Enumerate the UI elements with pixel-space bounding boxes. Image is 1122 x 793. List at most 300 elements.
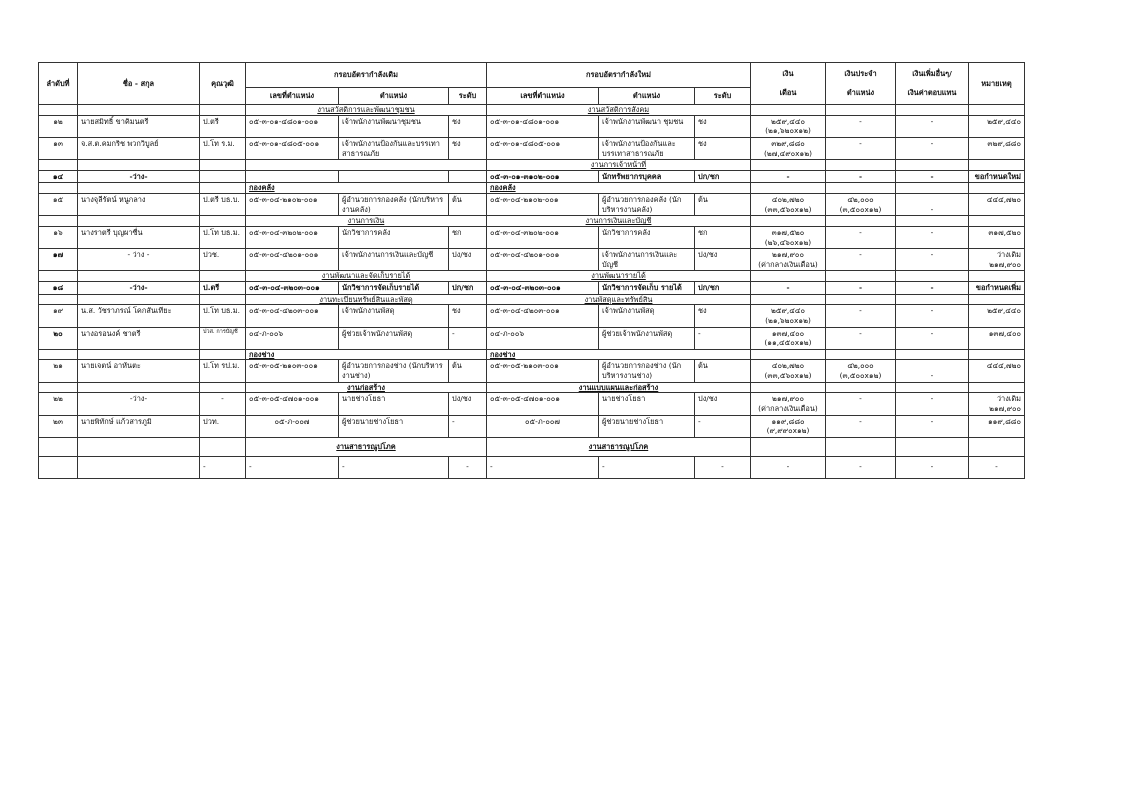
empty-cell	[896, 105, 969, 116]
allowance-amount: -	[859, 227, 862, 237]
header-old-position-no: เลขที่ตำแหน่ง	[246, 88, 339, 105]
table-row	[39, 249, 1025, 271]
row-new-position-no: ๐๕-๓-๐๔-๒๑๐๒-๐๐๑	[487, 194, 599, 216]
remark-text: ว่างเดิม	[996, 250, 1021, 260]
row-salary	[751, 115, 826, 137]
row-old-level	[449, 170, 487, 183]
row-name: นางจุลีรัตน์ หนูกลาง	[78, 194, 200, 216]
allowance-amount: -	[859, 306, 862, 316]
section-new-label: กองช่าง	[487, 349, 751, 360]
empty-cell	[78, 437, 200, 456]
row-new-position: เจ้าพนักงานพัฒนา ชุมชน	[599, 115, 695, 137]
empty-cell	[39, 294, 78, 305]
section-row	[39, 349, 1025, 360]
row-new-position: นักทรัพยากรบุคคล	[599, 170, 695, 183]
empty-cell	[969, 183, 1025, 194]
empty-cell	[78, 105, 200, 116]
empty-cell	[78, 216, 200, 227]
row-remark	[969, 170, 1025, 183]
row-name: -ว่าง-	[78, 282, 200, 295]
empty-cell	[826, 160, 896, 171]
salary-amount: -	[786, 283, 790, 292]
row-extra-pay: -	[896, 170, 969, 183]
empty-cell	[751, 216, 826, 227]
row-no: ๑๓	[39, 137, 78, 159]
header-new-structure: กรอบอัตรากำลังใหม่	[487, 63, 751, 88]
row-remark	[969, 415, 1025, 437]
row-qualification: ป.โท ร.ม.	[200, 137, 246, 159]
salary-breakdown: (๓๓,๕๖๐x๑๒)	[764, 371, 812, 380]
row-salary	[751, 170, 826, 183]
row-qualification: -	[200, 393, 246, 415]
row-salary	[751, 360, 826, 382]
row-new-level: -	[695, 327, 751, 349]
row-no: ๑๕	[39, 194, 78, 216]
row-new-position-no: ๐๔-ภ-๐๐๖	[487, 327, 599, 349]
row-new-position-no: ๐๕-๓-๐๑-๔๘๐๑-๐๐๑	[487, 115, 599, 137]
section-old-label: กองคลัง	[246, 183, 487, 194]
empty-cell	[826, 437, 896, 456]
table-row	[39, 327, 1025, 349]
row-remark	[969, 393, 1025, 415]
row-extra-pay: -	[896, 327, 969, 349]
row-old-position-no: ๐๕-๓-๐๕-๒๑๐๓-๐๐๑	[246, 360, 339, 382]
row-position-allowance	[826, 393, 896, 415]
salary-breakdown: (ค่ากลางเงินเดือน)	[758, 403, 818, 413]
row-qualification: ปวส. การบัญชี	[200, 327, 246, 349]
row-remark	[969, 305, 1025, 327]
row-new-position: เจ้าพนักงานการเงินและบัญชี	[599, 249, 695, 271]
salary-breakdown: (๑๑,๔๕๐x๑๒)	[764, 338, 812, 348]
row-old-level: -	[449, 415, 487, 437]
row-position-allowance	[826, 305, 896, 327]
empty-cell	[896, 437, 969, 456]
row-old-level: ปง/ชง	[449, 393, 487, 415]
empty-cell	[969, 294, 1025, 305]
empty-cell	[39, 183, 78, 194]
row-new-position: เจ้าพนักงานป้องกันและบรรเทาสาธารณภัย	[599, 137, 695, 159]
table-row	[39, 393, 1025, 415]
section-old-label: งานการเงิน	[246, 216, 487, 227]
row-salary	[751, 305, 826, 327]
section-row	[39, 160, 1025, 171]
row-new-position: ผู้อำนวยการกองช่าง (นักบริหารงานช่าง)	[599, 360, 695, 382]
row-name: นางราตรี บุญผาซื่น	[78, 226, 200, 248]
row-new-position-no: ๐๕-๓-๐๕-๒๑๐๓-๐๐๑	[487, 360, 599, 382]
row-salary	[751, 194, 826, 216]
section-row	[39, 183, 1025, 194]
empty-cell	[826, 294, 896, 305]
row-no: ๒๒	[39, 393, 78, 415]
row-old-position: ผู้ช่วยนายช่างโยธา	[339, 415, 449, 437]
salary-amount: ๒๑๗,๙๐๐	[772, 250, 804, 260]
row-new-position-no: ๐๕-๓-๐๑-๔๘๐๕-๐๐๑	[487, 137, 599, 159]
row-remark	[969, 360, 1025, 382]
row-salary	[751, 415, 826, 437]
row-extra-pay: -	[896, 305, 969, 327]
empty-cell	[896, 216, 969, 227]
row-old-position-no: ๐๕-๓-๐๔-๓๒๐๓-๐๐๑	[246, 282, 339, 295]
allowance-amount: -	[859, 416, 862, 426]
remark-text: ๔๔๔,๗๒๐	[986, 195, 1021, 204]
row-old-level: ปง/ชง	[449, 249, 487, 271]
row-name: นายพิทักษ์ แก้วสารภูมิ	[78, 415, 200, 437]
section-new-label: งานแบบแผนและก่อสร้าง	[487, 382, 751, 393]
row-position-allowance	[826, 327, 896, 349]
row-new-level: ปง/ชง	[695, 249, 751, 271]
row-old-position-no: ๐๔-ภ-๐๐๖	[246, 327, 339, 349]
empty-cell	[78, 271, 200, 282]
section-row	[39, 216, 1025, 227]
empty-cell	[826, 271, 896, 282]
row-new-position: นักวิชาการคลัง	[599, 226, 695, 248]
empty-cell	[200, 382, 246, 393]
row-position-allowance	[826, 115, 896, 137]
header-salary: เงิน เดือน	[751, 63, 826, 105]
row-remark	[969, 249, 1025, 271]
row-no: ๒๐	[39, 327, 78, 349]
row-no	[39, 456, 78, 478]
row-no: ๒๑	[39, 360, 78, 382]
section-new-label: กองคลัง	[487, 183, 751, 194]
empty-cell	[200, 349, 246, 360]
remark-text: ขอกำหนดใหม่	[974, 171, 1021, 181]
row-no: ๑๗	[39, 249, 78, 271]
row-new-position-no: -	[487, 456, 599, 478]
salary-breakdown: (๓๓,๕๖๐x๑๒)	[764, 204, 812, 214]
empty-cell	[896, 382, 969, 393]
row-extra-pay: -	[896, 282, 969, 295]
row-new-level: ต้น	[695, 194, 751, 216]
row-new-position-no: ๐๕-๓-๐๑-๓๑๐๒-๐๐๑	[487, 170, 599, 183]
section-new-label: งานสวัสดิการสังคม	[487, 105, 751, 116]
empty-cell	[78, 294, 200, 305]
row-qualification: ปวช.	[200, 249, 246, 271]
remark-text: ๑๓๗,๔๐๐	[988, 328, 1021, 338]
header-old-level: ระดับ	[449, 88, 487, 105]
row-old-position-no: ๐๕-ภ-๐๐๗	[246, 415, 339, 437]
row-qualification: ป.ตรี	[200, 115, 246, 137]
row-new-position: นักวิชาการจัดเก็บ รายได้	[599, 282, 695, 295]
empty-cell	[78, 183, 200, 194]
row-extra-pay: -	[896, 226, 969, 248]
header-old-position: ตำแหน่ง	[339, 88, 449, 105]
remark-text: ว่างเดิม	[996, 394, 1021, 404]
section-old-label: งานสาธารณูปโภค	[246, 437, 487, 456]
allowance-amount: -	[858, 171, 863, 181]
allowance-amount: -	[859, 394, 862, 404]
row-new-level: ปก/ชก	[695, 282, 751, 295]
remark-text: ๓๒๙,๘๘๐	[987, 138, 1021, 148]
empty-cell	[200, 294, 246, 305]
row-name	[78, 456, 200, 478]
salary-breakdown: (ค่ากลางเงินเดือน)	[758, 259, 818, 269]
header-new-position-no: เลขที่ตำแหน่ง	[487, 88, 599, 105]
row-old-level: -	[449, 327, 487, 349]
salary-amount: ๒๕๙,๔๔๐	[771, 116, 805, 126]
section-row	[39, 437, 1025, 456]
row-name: - ว่าง -	[78, 249, 200, 271]
position-table-sheet	[38, 62, 1025, 479]
row-new-level: ชก	[695, 226, 751, 248]
salary-breakdown: (๒๗,๔๙๐x๑๒)	[764, 148, 812, 158]
row-position-allowance	[826, 249, 896, 271]
section-old-label: งานพัฒนาและจัดเก็บรายได้	[246, 271, 487, 282]
header-remark: หมายเหตุ	[969, 63, 1025, 105]
empty-cell	[896, 349, 969, 360]
empty-cell	[896, 160, 969, 171]
row-no: ๑๖	[39, 226, 78, 248]
remark-text: ขอกำหนดเพิ่ม	[975, 283, 1021, 292]
empty-cell	[78, 349, 200, 360]
empty-cell	[751, 294, 826, 305]
row-salary	[751, 137, 826, 159]
section-new-label: งานสาธารณูปโภค	[487, 437, 751, 456]
row-name: จ.ส.ต.คมกริช พวกวิบูลย์	[78, 137, 200, 159]
empty-cell	[200, 183, 246, 194]
empty-cell	[896, 183, 969, 194]
row-new-position: ผู้ช่วยนายช่างโยธา	[599, 415, 695, 437]
empty-cell	[969, 105, 1025, 116]
row-qualification: ป.โท รป.ม.	[200, 360, 246, 382]
row-position-allowance	[826, 415, 896, 437]
row-old-level: ต้น	[449, 194, 487, 216]
empty-cell	[896, 294, 969, 305]
empty-cell	[751, 183, 826, 194]
allowance-breakdown: (๓,๕๐๐x๑๒)	[839, 371, 882, 380]
empty-cell	[200, 437, 246, 456]
empty-cell	[200, 271, 246, 282]
header-name: ชื่อ - สกุล	[78, 63, 200, 105]
row-new-position-no: ๐๕-๓-๐๔-๓๒๐๓-๐๐๑	[487, 282, 599, 295]
row-salary	[751, 282, 826, 295]
row-old-position-no: -	[246, 456, 339, 478]
row-new-level: ปง/ชง	[695, 393, 751, 415]
row-old-position: ผู้อำนวยการกองช่าง (นักบริหารงานช่าง)	[339, 360, 449, 382]
row-new-position: นายช่างโยธา	[599, 393, 695, 415]
row-old-level: ต้น	[449, 360, 487, 382]
remark-text: ๒๕๙,๔๔๐	[987, 306, 1021, 316]
empty-cell	[200, 160, 246, 171]
allowance-breakdown: (๓,๕๐๐x๑๒)	[839, 204, 882, 214]
row-remark	[969, 115, 1025, 137]
row-extra-pay: -	[896, 456, 969, 478]
row-new-level: -	[695, 456, 751, 478]
allowance-amount: -	[859, 462, 862, 472]
row-no: ๑๘	[39, 282, 78, 295]
row-name: -ว่าง-	[78, 170, 200, 183]
allowance-amount: ๔๒,๐๐๐	[847, 361, 874, 371]
salary-amount: ๓๑๗,๕๒๐	[771, 227, 805, 237]
remark-text: ๑๑๙,๘๘๐	[987, 416, 1021, 426]
row-remark	[969, 282, 1025, 295]
empty-cell	[39, 216, 78, 227]
salary-breakdown: (๒๖,๔๖๐x๑๒)	[764, 237, 812, 247]
row-old-position-no: ๐๕-๓-๐๔-๓๒๐๒-๐๐๑	[246, 226, 339, 248]
empty-cell	[969, 160, 1025, 171]
row-qualification: ปวท.	[200, 415, 246, 437]
salary-breakdown: (๒๑,๖๒๐x๑๒)	[765, 126, 811, 136]
salary-amount: ๓๒๙,๘๘๐	[771, 138, 805, 148]
section-new-label: งานพัสดุและทรัพย์สิน	[487, 294, 751, 305]
header-old-structure: กรอบอัตรากำลังเดิม	[246, 63, 487, 88]
remark-text: ๓๑๗,๕๒๐	[988, 227, 1021, 237]
row-position-allowance	[826, 194, 896, 216]
section-new-label: งานการเงินและบัญชี	[487, 216, 751, 227]
row-old-level: -	[449, 456, 487, 478]
row-qualification	[200, 170, 246, 183]
row-new-position: ผู้อำนวยการกองคลัง (นักบริหารงานคลัง)	[599, 194, 695, 216]
table-row	[39, 415, 1025, 437]
row-remark	[969, 137, 1025, 159]
section-old-label: กองช่าง	[246, 349, 487, 360]
table-row	[39, 194, 1025, 216]
salary-amount: ๔๐๒,๗๒๐	[771, 195, 805, 204]
row-old-position-no: ๐๕-๓-๐๔-๒๑๐๒-๐๐๑	[246, 194, 339, 216]
empty-cell	[826, 216, 896, 227]
row-new-position-no: ๐๕-ภ-๐๐๗	[487, 415, 599, 437]
header-position-allowance: เงินประจำ ตำแหน่ง	[826, 63, 896, 105]
row-no: ๑๒	[39, 115, 78, 137]
salary-amount: ๑๑๙,๘๘๐	[771, 416, 805, 426]
salary-breakdown: (๙,๙๙๐x๑๒)	[766, 426, 810, 436]
empty-cell	[200, 216, 246, 227]
row-position-allowance	[826, 226, 896, 248]
row-qualification: ป.โท บธ.ม.	[200, 305, 246, 327]
empty-cell	[969, 216, 1025, 227]
empty-cell	[896, 271, 969, 282]
header-row-1	[39, 63, 1025, 88]
empty-cell	[39, 349, 78, 360]
row-old-position: นายช่างโยธา	[339, 393, 449, 415]
row-qualification: ป.ตรี บธ.บ.	[200, 194, 246, 216]
empty-cell	[751, 437, 826, 456]
empty-cell	[39, 160, 78, 171]
table-row	[39, 137, 1025, 159]
salary-amount: ๒๕๙,๔๔๐	[771, 306, 805, 316]
remark-text: -	[995, 462, 998, 472]
row-qualification: ป.ตรี	[200, 282, 246, 295]
row-new-position-no: ๐๕-๓-๐๕-๔๗๐๑-๐๐๑	[487, 393, 599, 415]
remark-amount: ๒๑๗,๙๐๐	[989, 403, 1021, 413]
row-new-position-no: ๐๕-๓-๐๔-๔๒๐๑-๐๐๑	[487, 249, 599, 271]
row-qualification: ป.โท บธ.ม.	[200, 226, 246, 248]
row-position-allowance	[826, 282, 896, 295]
row-remark	[969, 226, 1025, 248]
allowance-amount: -	[859, 116, 862, 126]
row-old-position-no: ๐๕-๓-๐๑-๔๘๐๕-๐๐๑	[246, 137, 339, 159]
section-row	[39, 105, 1025, 116]
empty-cell	[751, 271, 826, 282]
row-old-position	[339, 170, 449, 183]
allowance-amount: -	[859, 328, 862, 338]
row-new-position-no: ๐๕-๓-๐๔-๔๒๐๓-๐๐๑	[487, 305, 599, 327]
row-new-position: ผู้ช่วยเจ้าพนักงานพัสดุ	[599, 327, 695, 349]
empty-cell	[78, 160, 200, 171]
position-table	[38, 62, 1025, 479]
row-name: -ว่าง-	[78, 393, 200, 415]
row-old-position: เจ้าพนักงานพัสดุ	[339, 305, 449, 327]
empty-cell	[969, 349, 1025, 360]
header-extra-pay: เงินเพิ่มอื่นๆ/ เงินค่าตอบแทน	[896, 63, 969, 105]
remark-amount: ๒๑๗,๙๐๐	[989, 259, 1021, 269]
salary-amount: ๔๐๒,๗๒๐	[771, 361, 805, 371]
row-new-level: -	[695, 415, 751, 437]
empty-cell	[39, 437, 78, 456]
empty-cell	[826, 183, 896, 194]
table-row	[39, 170, 1025, 183]
row-position-allowance	[826, 456, 896, 478]
empty-cell	[969, 382, 1025, 393]
section-row	[39, 294, 1025, 305]
allowance-amount: -	[859, 138, 862, 148]
row-name: นางอรอนงค์ ชาตรี	[78, 327, 200, 349]
header-new-position: ตำแหน่ง	[599, 88, 695, 105]
empty-cell	[751, 349, 826, 360]
salary-breakdown: (๒๑,๖๒๐x๑๒)	[765, 315, 811, 325]
row-old-level: ชก	[449, 226, 487, 248]
section-old-label: งานทะเบียนทรัพย์สินและพัสดุ	[246, 294, 487, 305]
remark-text: ๒๕๙,๔๔๐	[987, 116, 1021, 126]
row-remark	[969, 456, 1025, 478]
row-old-position: -	[339, 456, 449, 478]
row-old-position: นักวิชาการจัดเก็บรายได้	[339, 282, 449, 295]
row-new-level: ชง	[695, 305, 751, 327]
section-old-label	[246, 160, 487, 171]
table-row	[39, 282, 1025, 295]
row-old-position: เจ้าพนักงานป้องกันและบรรเทาสาธารณภัย	[339, 137, 449, 159]
empty-cell	[826, 349, 896, 360]
empty-cell	[826, 105, 896, 116]
row-no: ๒๓	[39, 415, 78, 437]
allowance-amount: ๔๒,๐๐๐	[847, 195, 874, 204]
row-qualification: -	[200, 456, 246, 478]
salary-amount: -	[786, 171, 790, 181]
empty-cell	[39, 382, 78, 393]
row-remark	[969, 327, 1025, 349]
row-old-position-no: ๐๕-๓-๐๔-๔๒๐๓-๐๐๑	[246, 305, 339, 327]
section-old-label: งานสวัสดิการและพัฒนาชุมชน	[246, 105, 487, 116]
row-old-level: ชง	[449, 137, 487, 159]
header-new-level: ระดับ	[695, 88, 751, 105]
row-position-allowance	[826, 137, 896, 159]
row-new-level: ชง	[695, 137, 751, 159]
section-row	[39, 382, 1025, 393]
section-new-label: งานการเจ้าหน้าที่	[487, 160, 751, 171]
empty-cell	[78, 382, 200, 393]
empty-cell	[39, 105, 78, 116]
section-old-label: งานก่อสร้าง	[246, 382, 487, 393]
row-new-level: ต้น	[695, 360, 751, 382]
section-new-label: งานพัฒนารายได้	[487, 271, 751, 282]
row-salary	[751, 327, 826, 349]
row-old-position: นักวิชาการคลัง	[339, 226, 449, 248]
row-old-position-no: ๐๕-๓-๐๔-๔๒๐๑-๐๐๑	[246, 249, 339, 271]
row-old-level: ชง	[449, 305, 487, 327]
row-old-position-no: ๐๕-๓-๐๕-๔๗๐๑-๐๐๑	[246, 393, 339, 415]
table-row	[39, 305, 1025, 327]
row-remark	[969, 194, 1025, 216]
row-old-position-no: ๐๕-๓-๐๑-๔๘๐๑-๐๐๑	[246, 115, 339, 137]
allowance-amount: -	[859, 250, 862, 260]
row-old-level: ปก/ชก	[449, 282, 487, 295]
header-qualification: คุณวุฒิ	[200, 63, 246, 105]
empty-cell	[751, 382, 826, 393]
salary-amount: ๑๓๗,๔๐๐	[771, 328, 805, 338]
row-extra-pay: -	[896, 249, 969, 271]
row-extra-pay: -	[896, 194, 969, 216]
table-row	[39, 360, 1025, 382]
